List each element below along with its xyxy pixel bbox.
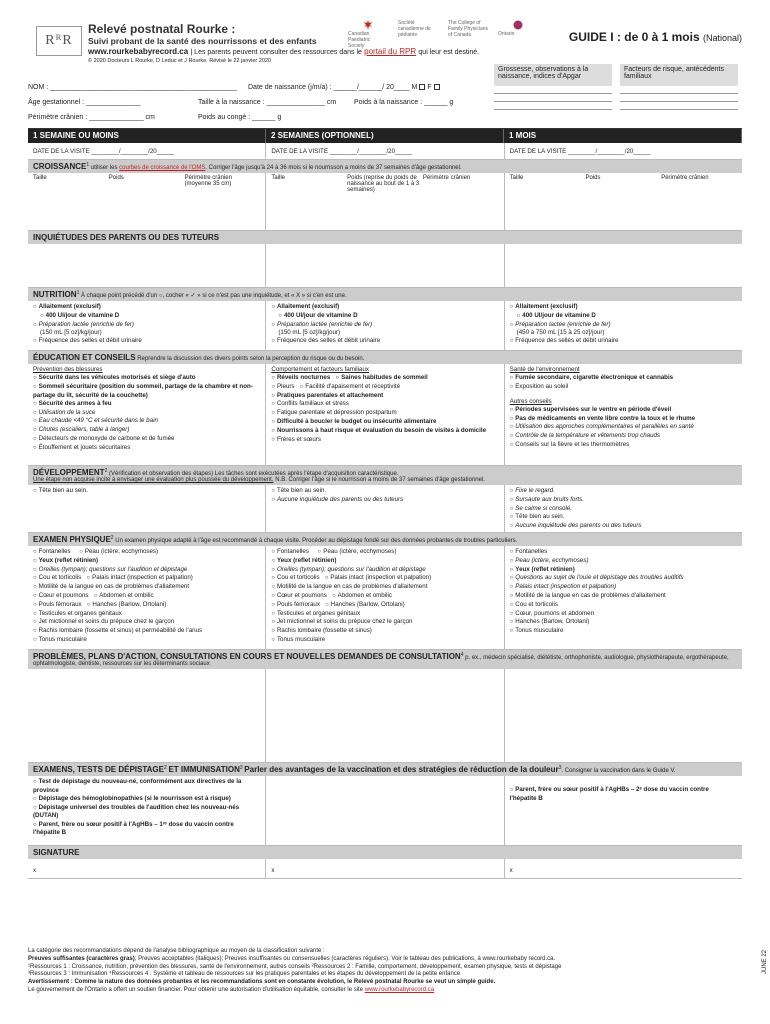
header [28,10,742,72]
head-circ-field[interactable]: Périmètre crânien : ______________ cm [28,114,155,121]
partner-logo-cfpc: The College of Family Physicians of Canada [448,20,489,38]
checklist-item[interactable]: ○ Fréquence des selles et débit urinaire [510,337,737,346]
checklist-item[interactable]: ○ Contrôle de la température et vêtements trop chauds [510,432,737,441]
checklist-note: (150 mL [5 oz]/kg/jour) [278,329,341,337]
checklist-item[interactable]: ○ Utilisation des approches complémentaires et parallèles en santé [510,423,737,432]
checklist-item[interactable]: ○ Chutes (escaliers, table à langer) [33,426,260,435]
education-row [28,364,742,466]
checklist-item[interactable]: ○ Pas de médicaments en vente libre contre la toux et le rhume [510,415,737,424]
exam-col-3 [505,546,742,649]
checklist-item[interactable]: ○ Cœur et poumons ○ Abdomen et ombilic [271,592,498,601]
checklist-item[interactable]: ○ Motilité de la langue en cas de problèmes d'allaitement [33,583,260,592]
checklist-item[interactable]: ○ Pratiques parentales et attachement [271,392,498,401]
column-headers [28,129,742,143]
development-col-2 [266,485,504,532]
m-checkbox[interactable] [419,84,425,90]
dob-field[interactable]: Date de naissance (j/m/a) : ______/______/ 20____ M F [248,84,442,91]
checklist-item[interactable]: ○ Sécurité dans les véhicules motorisés et siège d'auto [33,374,260,383]
checklist-item[interactable]: ○ Fumée secondaire, cigarette électronique et cannabis [510,374,737,383]
ontario-trillium-icon [513,20,523,30]
url-note-pre: | Les parents peuvent consulter des ressources dans le [190,49,362,56]
checklist-item[interactable]: ○ Conflits familiaux et stress [271,400,498,409]
growth-col-3[interactable]: Taille Poids Périmètre crânien [509,175,709,181]
checklist-item[interactable]: ○ Pouls fémoraux ○ Hanches (Barlow, Ortolani) [33,601,260,610]
copyright: © 2020 Docteurs L Rourke, D Leduc et J Rourke. Révisé le 22 janvier 2020 [88,58,272,64]
education-header: ÉDUCATION ET CONSEILS Reprendre la discussion des divers points selon la perception du risque ou du besoin. [28,351,742,364]
checklist-item[interactable]: ○ Préparation lactée (enrichie de fer) [271,321,498,330]
tests-col-1 [28,776,266,845]
subsection-title: Prévention des blessures [33,366,103,373]
concerns-header: INQUIÉTUDES DES PARENTS OU DES TUTEURS [28,231,742,244]
exam-row [28,546,742,650]
growth-col-1[interactable]: Taille Poids Périmètre crânien (moyenne 35 cm) [28,173,266,230]
checklist-item[interactable]: ○ Fréquence des selles et débit urinaire [33,337,260,346]
checklist-item[interactable]: ○ Tonus musculaire [33,636,260,645]
risk-box[interactable]: Facteurs de risque, antécédents familiaux [620,64,738,110]
checklist-item[interactable]: ○ Fréquence des selles et débit urinaire [271,337,498,346]
checklist-item[interactable]: ○ Fontanelles ○ Peau (ictère, ecchymoses) [33,548,260,557]
development-header: DÉVELOPPEMENT$^2$ (Vérification et observation des étapes) Les tâches sont exécutées après l'étape d'acquisition caractéristique. Une étape non acquise incite à envisager une évaluation plus poussée du développement. N.B. Corriger l'âge si le nourrisson a moins de 37 semaines d'âge gestationnel. [28,466,742,485]
growth-row [28,173,742,231]
checklist-item[interactable]: ○ Préparation lactée (enrichie de fer) [33,321,260,330]
checklist-item[interactable]: ○ Nourrissons à haut risque et évaluation du besoin de visites à domicile [271,427,498,436]
checklist-item[interactable]: ○ Tête bien au sein. [33,487,260,496]
col-1-month: 1 MOIS [504,129,742,143]
doc-subtitle: Suivi probant de la santé des nourrissons et des enfants [88,36,317,46]
visit-grid [28,128,742,879]
nutrition-col-3 [505,301,742,350]
checklist-item[interactable]: ○ Fontanelles ○ Peau (ictère, ecchymoses) [271,548,498,557]
problems-row [28,669,742,763]
checklist-item[interactable]: ○ Exposition au soleil [510,383,737,392]
checklist-item[interactable]: ○ Parent, frère ou sœur positif à l'AgHBs – 2ᵉ dose du vaccin contre l'hépatite B [510,786,737,803]
maple-leaf-icon [363,20,373,30]
checklist-item[interactable]: ○ Dépistage des hémoglobinopathies (si le nourrisson est à risque) [33,795,260,804]
problems-1[interactable] [28,669,266,762]
checklist-item[interactable]: ○ Rachis lombaire (fossette et sinus) [271,627,498,636]
checklist-item[interactable]: ○ Allaitement (exclusif) [271,303,498,312]
checklist-item[interactable]: ○ Fixe le regard. [510,487,737,496]
checklist-item[interactable]: ○ Rachis lombaire (fossette et sinus) et perméabilité de l'anus [33,627,260,636]
tests-col-3 [505,776,742,845]
checklist-item[interactable]: ○ Testicules et organes génitaux [33,610,260,619]
partner-logos [348,20,538,49]
footer-line-5: Avertissement : Comme la nature des données probantes et les recommandations sont en constante évolution, le Relevé postnatal Rourke se veut un simple guide. [28,979,496,986]
birth-weight-field[interactable]: Poids à la naissance : ______ g [354,99,454,106]
partner-logo-scp: Société canadienne de pédiatrie [398,20,431,38]
revision-date: JUNE 22 [762,950,768,975]
site-link[interactable]: www.rourkebabyrecord.ca [88,47,189,56]
checklist-item[interactable]: ○ Fatigue parentale et dépression postpartum [271,409,498,418]
patient-info [28,66,742,128]
subsection-title: Autres conseils [509,397,552,405]
birth-length-field[interactable]: Taille à la naissance : _______________ cm [198,99,337,106]
education-col-3 [505,364,742,465]
rrr-logo: RᴿR [36,26,82,56]
problems-2[interactable] [266,669,504,762]
checklist-item[interactable]: ○ Sécurité des armes à feu [33,400,260,409]
concerns-1[interactable] [28,244,266,287]
checklist-item[interactable]: ○ Oreilles (tympan); questions sur l'audition et dépistage [271,566,498,575]
tests-row [28,776,742,846]
checklist-item[interactable]: ○ Yeux (reflet rétinien) [33,557,260,566]
footer-line-6: Le gouvernement de l'Ontario a offert un soutien financier. Pour obtenir une autorisation d'utilisation équitable, consulter le site www.rourkebabyrecord.ca [28,986,435,993]
checklist-item[interactable]: ○ Tonus musculaire [510,627,737,636]
checklist-item[interactable]: ○ Cœur et poumons ○ Abdomen et ombilic [33,592,260,601]
signature-3[interactable]: x [509,867,513,874]
exam-col-1 [28,546,266,649]
portal-link[interactable]: portail du RPR [364,47,417,56]
checklist-item[interactable]: ○ Aucune inquiétude des parents ou des tuteurs [510,522,737,531]
checklist-item[interactable]: ○ Étouffement et jouets sécuritaires [33,444,260,453]
exam-header: EXAMEN PHYSIQUE$^2$ Un examen physique adapté à l'âge est recommandé à chaque visite. Procéder au dépistage fondé sur des données probantes de troubles particuliers. [28,533,742,546]
tests-col-2 [266,776,504,845]
checklist-item[interactable]: ○ Questions au sujet de l'ouïe et dépistage des troubles auditifs [510,574,737,583]
signature-row [28,859,742,879]
checklist-item[interactable]: ○ Se calme si consolé. [510,505,737,514]
growth-col-2[interactable]: Taille Poids (reprise du poids de naissance au bout de 1 à 3 semaines) Périmètre crânien [266,173,504,230]
checklist-item[interactable]: ○ Sommeil sécuritaire (position du sommeil, partage de la chambre et non-partage du lit, sécurité de la couchette) [33,383,260,400]
nom-field[interactable]: NOM : ________________________________________________ [28,84,238,91]
checklist-item[interactable]: ○ Motilité de la langue en cas de problèmes d'allaitement [510,592,737,601]
checklist-item[interactable]: ○ Aucune inquiétude des parents ou des tuteurs [271,496,498,505]
col-2-weeks: 2 SEMAINES (OPTIONNEL) [266,129,504,143]
subsection-title: Comportement et facteurs familiaux [271,366,369,373]
checklist-item[interactable]: ○ Dépistage universel des troubles de l'audition chez les nouveau-nés (DUTAN) [33,804,260,821]
education-col-2 [266,364,504,465]
nutrition-col-2 [266,301,504,350]
growth-header: CROISSANCE$^1$ utiliser les courbes de croissance de l'OMS. Corriger l'âge jusqu'à 24 à 36 mois si le nourrisson a moins de 37 semaines d'âge gestationnel. [28,160,742,173]
checklist-item[interactable]: ○ Eau chaude <49 °C et sécurité dans le bain [33,417,260,426]
pregnancy-box[interactable]: Grossesse, observations à la naissance, indices d'Apgar [494,64,612,110]
visit-date-1[interactable]: DATE DE LA VISITE ________/________/20_____ [28,143,266,159]
checklist-item[interactable]: ○ Motilité de la langue en cas de problèmes d'allaitement [271,583,498,592]
checklist-item[interactable]: ○ Périodes supervisées sur le ventre en période d'éveil [510,406,737,415]
partner-logo-cps: Canadian Paediatric Society [348,20,388,49]
checklist-item[interactable]: ○ Yeux (reflet rétinien) [271,557,498,566]
checklist-item[interactable]: ○ Conseils sur la fièvre et les thermomètres [510,441,737,450]
checklist-item[interactable]: ○ Jet mictionnel et soins du prépuce chez le garçon [271,618,498,627]
checklist-item[interactable]: ○ Peau (ictère, ecchymoses) [510,557,737,566]
doc-title: Relevé postnatal Rourke : [88,22,236,36]
development-col-1 [28,485,266,532]
checklist-item[interactable]: ○ Cœur, poumons et abdomen [510,610,737,619]
checklist-item[interactable]: ○ Yeux (reflet rétinien) [510,566,737,575]
f-checkbox[interactable] [434,84,440,90]
checklist-item[interactable]: ○ Frères et sœurs [271,436,498,445]
development-row [28,485,742,533]
who-growth-link[interactable]: courbes de croissance de l'OMS [119,165,206,171]
checklist-item[interactable]: ○ Réveils nocturnes ○ Saines habitudes de sommeil [271,374,498,383]
checklist-item[interactable]: ○ 400 UI/jour de vitamine D [33,312,260,321]
footer-line-3: ¹Ressources 1 : Croissance, nutrition, prévention des blessures, santé de l'environnement, autres conseils ²Ressources 2 : Famille, comportement, développement, examen physique, tests et dépistage [28,963,562,970]
checklist-item[interactable]: ○ 400 UI/jour de vitamine D [271,312,498,321]
checklist-item[interactable]: ○ Préparation lactée (enrichie de fer) [510,321,737,330]
checklist-note: (150 mL [5 oz]/kg/jour) [40,329,102,337]
url-note-post: qui leur est destiné. [418,49,480,56]
checklist-item[interactable]: ○ Test de dépistage du nouveau-né, conformément aux directives de la province [33,778,260,795]
checklist-item[interactable]: ○ Fontanelles [510,548,737,557]
footer-line-1: La catégorie des recommandations dépend de l'analyse bibliographique au moyen de la classification suivante : [28,948,325,954]
checklist-item[interactable]: ○ Parent, frère ou sœur positif à l'AgHBs – 1ʳᵉ dose du vaccin contre l'hépatite B [33,821,260,838]
footer-line-2: Preuves suffisantes (caractères gras); Preuves acceptables (italiques); Preuves insuffisantes ou consensuelles (caractères réguliers). Voir le tableau des publications, à www.rourkebaby record.ca. [28,955,556,962]
checklist-item[interactable]: ○ Palais intact (inspection et palpation) [510,583,737,592]
footer-line-4: ³Ressources 3 : Immunisation ⁴Ressources 4 : Système et tableau de ressources sur les pratiques parentales et les étapes du développement de la petite enfance [28,971,461,978]
checklist-item[interactable]: ○ 400 UI/jour de vitamine D [510,312,737,321]
checklist-item[interactable]: ○ Jet mictionnel et soins du prépuce chez le garçon [33,618,260,627]
discharge-weight-field[interactable]: Poids au congé : ______ g [198,114,282,121]
checklist-item[interactable]: ○ Détecteurs de monoxyde de carbone et de fumée [33,435,260,444]
checklist-item[interactable]: ○ Pleurs ○ Facilité d'apaisement et réceptivité [271,383,498,392]
visit-date-row [28,143,742,160]
checklist-item[interactable]: ○ Difficulté à boucler le budget ou insécurité alimentaire [271,418,498,427]
visit-date-3[interactable]: DATE DE LA VISITE ________/________/20_____ [509,148,651,155]
guide-title: GUIDE I : de 0 à 1 mois (National) [568,30,742,44]
checklist-item[interactable]: ○ Hanches (Barlow, Ortolani) [510,618,737,627]
checklist-item[interactable]: ○ Testicules et organes génitaux [271,610,498,619]
problems-3[interactable] [505,669,742,762]
checklist-item[interactable]: ○ Oreilles (tympan); questions sur l'audition et dépistage [33,566,260,575]
checklist-item[interactable]: ○ Allaitement (exclusif) [510,303,737,312]
education-col-1 [28,364,266,465]
tests-header: EXAMENS, TESTS DE DÉPISTAGE$^2$ ET IMMUNISATION$^3$ Parler des avantages de la vaccination et des stratégies de réduction de la douleur$^3$. Consigner la vaccination dans le Guide V. [28,763,742,776]
checklist-item[interactable]: ○ Cou et torticolis ○ Palais intact (inspection et palpation) [271,574,498,583]
partner-logo-ontario: Ontario [498,20,538,49]
nutrition-header: NUTRITION$^1$ À chaque point précédé d'un ○, cocher « ✓ » si ce n'est pas une inquiétude, et « X » si c'en est une. [28,288,742,301]
concerns-row [28,244,742,288]
visit-date-2[interactable]: DATE DE LA VISITE ________/________/20_____ [266,143,504,159]
nutrition-col-1 [28,301,266,350]
checklist-item[interactable]: ○ Tonus musculaire [271,636,498,645]
problems-header: PROBLÈMES, PLANS D'ACTION, CONSULTATIONS EN COURS ET NOUVELLES DEMANDES DE CONSULTATION$^4$ p. ex., médecin spécialisé, diététiste, orthophoniste, audiologue, physiothérapeute, ergothérapeute, ophtalmologiste, dentiste, ressources sur les déterminants sociaux [28,650,742,669]
footer [28,948,728,995]
age-field[interactable]: Âge gestationnel : ______________ [28,99,141,106]
checklist-item[interactable]: ○ Utilisation de la suce [33,409,260,418]
subsection-title: Santé de l'environnement [509,366,580,373]
signature-header: SIGNATURE [28,846,742,859]
checklist-item[interactable]: ○ Allaitement (exclusif) [33,303,260,312]
col-1-week: 1 SEMAINE OU MOINS [28,129,266,143]
checklist-item[interactable]: ○ Tête bien au sein. [271,487,498,496]
signature-1[interactable]: x [28,859,266,878]
checklist-item[interactable]: ○ Cou et torticolis ○ Palais intact (inspection et palpation) [33,574,260,583]
nutrition-row [28,301,742,351]
signature-2[interactable]: x [266,859,504,878]
checklist-item[interactable]: ○ Pouls fémoraux ○ Hanches (Barlow, Ortolani) [271,601,498,610]
checklist-item[interactable]: ○ Cou et torticolis [510,601,737,610]
checklist-item[interactable]: ○ Tête bien au sein. [510,513,737,522]
exam-col-2 [266,546,504,649]
concerns-2[interactable] [266,244,504,287]
history-boxes [494,64,744,110]
checklist-item[interactable]: ○ Sursaute aux bruits forts. [510,496,737,505]
concerns-3[interactable] [505,244,742,287]
development-col-3 [505,485,742,532]
checklist-note: (450 à 750 mL [15 à 25 oz]/jour) [516,329,605,337]
footer-site-link[interactable]: www.rourkebabyrecord.ca [364,986,435,993]
